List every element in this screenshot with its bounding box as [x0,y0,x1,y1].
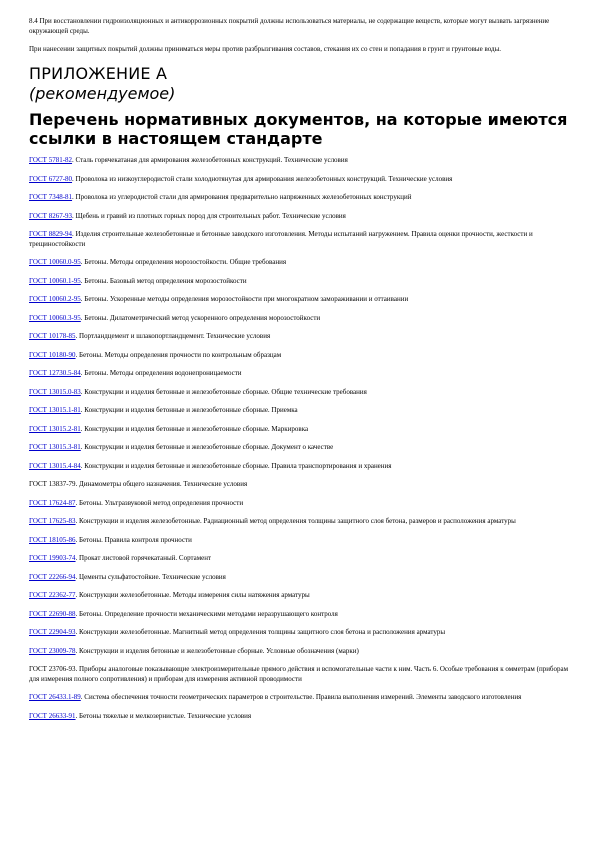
reference-title: . Система обеспечения точности геометрических параметров в строительстве. Правила выполнения измерений. Элементы заводского изготовления [80,693,522,701]
reference-item [29,156,569,166]
reference-code: ГОСТ 13837-79 [29,480,76,488]
reference-title: . Бетоны. Ультразвуковой метод определения прочности [75,498,244,507]
reference-link[interactable]: ГОСТ 12730.5-84 [29,369,81,377]
reference-link[interactable]: ГОСТ 22362-77 [29,591,76,599]
reference-link[interactable]: ГОСТ 13015.3-81 [29,443,81,451]
reference-link[interactable]: ГОСТ 13015.4-84 [29,461,81,470]
reference-item [29,406,569,416]
reference-link[interactable]: ГОСТ 8829-94 [29,230,73,238]
reference-link[interactable]: ГОСТ 6727-80 [29,174,73,183]
reference-item [29,443,569,453]
reference-item [29,712,569,722]
reference-title: . Конструкции и изделия бетонные и железобетонные сборные. Документ о качестве [80,443,334,451]
reference-item [29,175,569,185]
reference-link[interactable]: ГОСТ 10060.3-95 [29,313,81,322]
reference-title: . Конструкции и изделия бетонные и железобетонные сборные. Общие технические требования [80,387,367,396]
reference-title: . Конструкции и изделия железобетонные. Радиационный метод определения толщины защитного слоя бетона, размеров и расположения арматуры [75,517,516,525]
appendix-title: ПРИЛОЖЕНИЕ А [29,64,168,83]
reference-title: . Изделия строительные железобетонные и бетонные заводского изготовления. Методы испытаний нагружением. Правила оценки прочности, жесткости и трещиностойкости [29,230,533,248]
references-list [29,156,569,721]
reference-title: . Конструкции железобетонные. Магнитный метод определения толщины защитного слоя бетона и расположения арматуры [75,628,446,636]
reference-item [29,314,569,324]
reference-item [29,258,569,268]
reference-title: . Бетоны. Базовый метод определения морозостойкости [80,276,247,285]
reference-title: . Проволока из низкоуглеродистой стали холоднотянутая для армирования железобетонных конструкций. Технические условия [72,174,453,183]
reference-link[interactable]: ГОСТ 13015.0-83 [29,387,81,396]
reference-title: . Бетоны. Методы определения морозостойкости. Общие требования [80,258,287,266]
appendix-subtitle: (рекомендуемое) [29,84,176,103]
reference-title: . Бетоны. Ускоренные методы определения морозостойкости при многократном замораживании и оттаивании [80,295,409,303]
reference-link[interactable]: ГОСТ 22266-94 [29,572,76,581]
reference-item [29,369,569,379]
reference-link[interactable]: ГОСТ 26433.1-89 [29,693,81,701]
reference-item [29,499,569,509]
reference-item [29,425,569,435]
reference-title: . Бетоны. Правила контроля прочности [75,535,192,544]
reference-item [29,230,569,249]
reference-link[interactable]: ГОСТ 17624-87 [29,498,76,507]
reference-link[interactable]: ГОСТ 10180-90 [29,350,76,359]
reference-link[interactable]: ГОСТ 22904-93 [29,628,76,636]
paragraph-8-4: 8.4 При восстановлении гидроизоляционных и антикоррозионных покрытий должны использоваться материалы, не содержащие веществ, которые могут вызвать загрязнение окружающей среды. [29,17,550,35]
reference-title: . Приборы аналоговые показывающие электроизмерительные прямого действия и вспомогательные части к ним. Часть 6. Особые требования к омметрам (приборам для измерения полного сопротивления) и приборам для измерения активной проводимости [29,665,569,683]
reference-title: . Бетоны. Определение прочности механическими методами неразрушающего контроля [75,609,338,618]
paragraph-coatings: При нанесении защитных покрытий должны приниматься меры против разбрызгивания составов, стекания их со стен и попадания в грунт и грунтовые воды. [29,45,502,53]
reference-title: . Портландцемент и шлакопортландцемент. Технические условия [75,332,271,340]
reference-title: . Бетоны. Дилатометрический метод ускоренного определения морозостойкости [80,313,321,322]
reference-item [29,462,569,472]
reference-link[interactable]: ГОСТ 23009-78 [29,646,76,655]
reference-link[interactable]: ГОСТ 22690-88 [29,609,76,618]
reference-link[interactable]: ГОСТ 26633-91 [29,711,76,720]
reference-link[interactable]: ГОСТ 10178-85 [29,332,76,340]
reference-link[interactable]: ГОСТ 13015.1-81 [29,406,81,414]
reference-item [29,610,569,620]
reference-title: . Прокат листовой горячекатаный. Сортамент [75,554,212,562]
reference-title: . Динамометры общего назначения. Технические условия [75,480,248,488]
reference-item [29,628,569,638]
reference-title: . Цементы сульфатостойкие. Технические условия [75,572,226,581]
reference-title: . Конструкции и изделия бетонные и железобетонные сборные. Приемка [80,406,298,414]
document-page [29,16,569,730]
reference-link[interactable]: ГОСТ 13015.2-81 [29,424,81,433]
reference-item [29,480,569,490]
reference-title: . Щебень и гравий из плотных горных пород для строительных работ. Технические условия [72,211,346,220]
reference-link[interactable]: ГОСТ 10060.2-95 [29,295,81,303]
reference-item [29,536,569,546]
reference-item [29,388,569,398]
reference-item [29,573,569,583]
reference-link[interactable]: ГОСТ 10060.0-95 [29,258,81,266]
reference-title: . Конструкции и изделия бетонные и железобетонные сборные. Правила транспортирования и хранения [80,461,392,470]
reference-item [29,277,569,287]
reference-title: . Бетоны. Методы определения прочности по контрольным образцам [75,350,282,359]
reference-title: . Конструкции и изделия бетонные и железобетонные сборные. Условные обозначения (марки) [75,646,359,655]
reference-title: . Конструкции и изделия бетонные и железобетонные сборные. Маркировка [80,424,309,433]
reference-code: ГОСТ 23706-93 [29,665,76,673]
reference-item [29,193,569,203]
reference-item [29,517,569,527]
reference-item [29,351,569,361]
reference-item [29,693,569,703]
reference-title: . Бетоны тяжелые и мелкозернистые. Технические условия [75,711,252,720]
reference-link[interactable]: ГОСТ 18105-86 [29,535,76,544]
reference-link[interactable]: ГОСТ 10060.1-95 [29,276,81,285]
reference-link[interactable]: ГОСТ 5781-82 [29,156,73,164]
reference-title: . Бетоны. Методы определения водонепроницаемости [80,369,242,377]
reference-item [29,591,569,601]
reference-link[interactable]: ГОСТ 8267-93 [29,211,73,220]
reference-title: . Сталь горячекатаная для армирования железобетонных конструкций. Технические условия [72,156,348,164]
reference-item [29,332,569,342]
reference-link[interactable]: ГОСТ 17625-83 [29,517,76,525]
reference-item [29,554,569,564]
reference-item [29,665,569,684]
references-heading: Перечень нормативных документов, на которые имеются ссылки в настоящем стандарте [29,110,568,148]
reference-link[interactable]: ГОСТ 19903-74 [29,554,76,562]
reference-item [29,212,569,222]
reference-link[interactable]: ГОСТ 7348-81 [29,193,73,201]
reference-item [29,647,569,657]
reference-title: . Проволока из углеродистой стали для армирования предварительно напряженных железобетонных конструкций [72,193,412,201]
reference-item [29,295,569,305]
reference-title: . Конструкции железобетонные. Методы измерения силы натяжения арматуры [75,591,310,599]
